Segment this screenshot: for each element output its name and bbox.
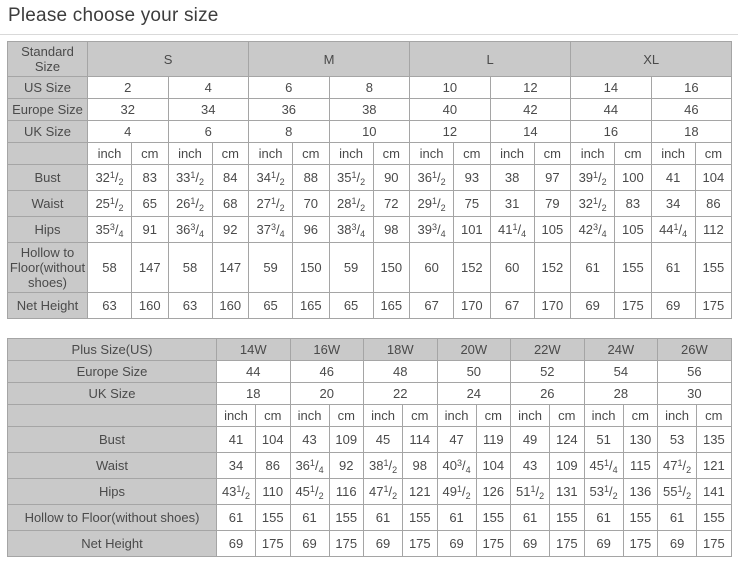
row-label-cell: Hips (8, 217, 88, 243)
size-value-cell: 44 (571, 99, 652, 121)
measure-value-cell: 86 (256, 453, 291, 479)
row-label-cell: Europe Size (8, 99, 88, 121)
measure-value-cell: 61 (571, 243, 615, 293)
measure-value-cell: 126 (476, 479, 511, 505)
measure-value-cell: 86 (695, 191, 732, 217)
measure-value-cell: 61 (364, 505, 403, 531)
size-value-cell: 14 (571, 77, 652, 99)
unit-cell: cm (256, 405, 291, 427)
size-value-cell: 6 (249, 77, 330, 99)
plus-size-table (7, 338, 732, 557)
unit-cell: cm (550, 405, 585, 427)
measure-value-cell: 53 (658, 427, 697, 453)
measure-value-cell: 43 (290, 427, 329, 453)
measure-value-cell: 58 (168, 243, 212, 293)
measure-value-cell: 155 (695, 243, 732, 293)
measure-value-cell: 175 (623, 531, 658, 557)
measure-value-cell: 141 (697, 479, 732, 505)
measure-value-cell: $45^1/_2$ (290, 479, 329, 505)
measure-value-cell: 61 (651, 243, 695, 293)
standard-size-table (7, 41, 732, 319)
measure-value-cell: 155 (615, 243, 652, 293)
measure-value-cell: 59 (329, 243, 373, 293)
size-value-cell: 10 (410, 77, 491, 99)
measure-value-cell: 84 (212, 165, 249, 191)
size-value-cell: 6 (168, 121, 249, 143)
measure-value-cell: 61 (437, 505, 476, 531)
measure-value-cell: 109 (550, 453, 585, 479)
measure-value-cell: 69 (571, 293, 615, 319)
row-label-cell: UK Size (8, 121, 88, 143)
size-row (8, 383, 732, 405)
page-title: Please choose your size (8, 5, 219, 26)
measure-value-cell: 41 (217, 427, 256, 453)
measure-value-cell: 124 (550, 427, 585, 453)
measure-value-cell: 165 (373, 293, 410, 319)
measure-value-cell: 69 (364, 531, 403, 557)
measure-value-cell: 121 (697, 453, 732, 479)
measure-value-cell: 88 (293, 165, 330, 191)
measure-value-cell: 67 (410, 293, 454, 319)
unit-cell: cm (476, 405, 511, 427)
unit-cell: inch (329, 143, 373, 165)
row-label-cell: UK Size (8, 383, 217, 405)
measure-value-cell: 59 (249, 243, 293, 293)
size-value-cell: 4 (168, 77, 249, 99)
measure-value-cell: 31 (490, 191, 534, 217)
measure-value-cell: 65 (329, 293, 373, 319)
measure-value-cell: $55^1/_2$ (658, 479, 697, 505)
measure-value-cell: 75 (454, 191, 491, 217)
measure-value-cell: 155 (256, 505, 291, 531)
row-label-cell: Waist (8, 453, 217, 479)
measure-value-cell: 97 (534, 165, 571, 191)
size-group-row (8, 42, 732, 77)
unit-cell: inch (168, 143, 212, 165)
measure-value-cell: 79 (534, 191, 571, 217)
measure-value-cell: 175 (476, 531, 511, 557)
measure-value-cell: 58 (88, 243, 132, 293)
size-value-cell: 18 (651, 121, 732, 143)
measure-value-cell: 51 (584, 427, 623, 453)
row-label-cell: Hips (8, 479, 217, 505)
unit-cell: cm (293, 143, 330, 165)
measure-value-cell: 114 (403, 427, 438, 453)
unit-cell: inch (217, 405, 256, 427)
measure-value-cell: 69 (217, 531, 256, 557)
measure-value-cell: 115 (623, 453, 658, 479)
size-value-cell: 48 (364, 361, 438, 383)
size-row (8, 361, 732, 383)
unit-cell: inch (490, 143, 534, 165)
size-group-cell: XL (571, 42, 732, 77)
measure-value-cell: 170 (454, 293, 491, 319)
unit-cell: cm (132, 143, 169, 165)
row-label-cell: Bust (8, 427, 217, 453)
unit-cell: inch (290, 405, 329, 427)
row-label-cell: Hollow to Floor(without shoes) (8, 243, 88, 293)
size-value-cell: 56 (658, 361, 732, 383)
measure-row (8, 293, 732, 319)
measure-value-cell: $45^1/_4$ (584, 453, 623, 479)
measure-value-cell: 175 (697, 531, 732, 557)
measure-row (8, 243, 732, 293)
unit-cell: cm (623, 405, 658, 427)
unit-cell: cm (212, 143, 249, 165)
measure-value-cell: 61 (217, 505, 256, 531)
unit-cell: cm (373, 143, 410, 165)
row-label-cell: Waist (8, 191, 88, 217)
size-group-cell: 20W (437, 339, 511, 361)
measure-value-cell: 109 (329, 427, 364, 453)
size-value-cell: 12 (490, 77, 571, 99)
measure-value-cell: 61 (658, 505, 697, 531)
size-chart-page (0, 5, 738, 557)
empty-label-cell (8, 143, 88, 165)
measure-value-cell: 105 (534, 217, 571, 243)
unit-cell: cm (534, 143, 571, 165)
row-label-cell: Hollow to Floor(without shoes) (8, 505, 217, 531)
row-label-cell: Plus Size(US) (8, 339, 217, 361)
size-group-cell: 16W (290, 339, 364, 361)
measure-value-cell: 155 (623, 505, 658, 531)
unit-cell: inch (364, 405, 403, 427)
measure-value-cell: 147 (212, 243, 249, 293)
size-value-cell: 20 (290, 383, 364, 405)
measure-value-cell: 63 (88, 293, 132, 319)
measure-value-cell: $28^1/_2$ (329, 191, 373, 217)
size-value-cell: 46 (651, 99, 732, 121)
measure-value-cell: 69 (290, 531, 329, 557)
size-value-cell: 34 (168, 99, 249, 121)
size-row (8, 77, 732, 99)
measure-value-cell: $25^1/_2$ (88, 191, 132, 217)
measure-value-cell: 155 (329, 505, 364, 531)
measure-value-cell: $33^1/_2$ (168, 165, 212, 191)
size-value-cell: 50 (437, 361, 511, 383)
measure-value-cell: $38^1/_2$ (364, 453, 403, 479)
measure-value-cell: 119 (476, 427, 511, 453)
measure-value-cell: 104 (256, 427, 291, 453)
measure-value-cell: 116 (329, 479, 364, 505)
size-group-cell: 14W (217, 339, 291, 361)
measure-value-cell: $44^1/_4$ (651, 217, 695, 243)
row-label-cell: Net Height (8, 293, 88, 319)
measure-value-cell: 65 (249, 293, 293, 319)
size-value-cell: 54 (584, 361, 658, 383)
measure-value-cell: 69 (651, 293, 695, 319)
measure-value-cell: $36^1/_2$ (410, 165, 454, 191)
size-group-cell: 26W (658, 339, 732, 361)
measure-value-cell: 69 (584, 531, 623, 557)
measure-value-cell: 175 (695, 293, 732, 319)
size-value-cell: 4 (88, 121, 169, 143)
measure-value-cell: 155 (476, 505, 511, 531)
measure-value-cell: 150 (293, 243, 330, 293)
size-value-cell: 8 (249, 121, 330, 143)
measure-row (8, 427, 732, 453)
measure-row (8, 505, 732, 531)
unit-cell: cm (403, 405, 438, 427)
size-value-cell: 36 (249, 99, 330, 121)
measure-value-cell: 61 (511, 505, 550, 531)
unit-cell: inch (437, 405, 476, 427)
unit-cell: inch (249, 143, 293, 165)
measure-value-cell: 38 (490, 165, 534, 191)
measure-value-cell: 152 (534, 243, 571, 293)
size-group-cell: 24W (584, 339, 658, 361)
measure-value-cell: 69 (658, 531, 697, 557)
measure-value-cell: 110 (256, 479, 291, 505)
size-value-cell: 26 (511, 383, 585, 405)
unit-cell: cm (329, 405, 364, 427)
measure-value-cell: 69 (437, 531, 476, 557)
measure-value-cell: 175 (256, 531, 291, 557)
size-value-cell: 44 (217, 361, 291, 383)
row-label-cell: Net Height (8, 531, 217, 557)
size-value-cell: 16 (651, 77, 732, 99)
measure-value-cell: $51^1/_2$ (511, 479, 550, 505)
unit-cell: inch (571, 143, 615, 165)
measure-value-cell: 112 (695, 217, 732, 243)
measure-value-cell: 96 (293, 217, 330, 243)
measure-value-cell: 61 (290, 505, 329, 531)
measure-value-cell: 60 (490, 243, 534, 293)
measure-value-cell: $26^1/_2$ (168, 191, 212, 217)
measure-value-cell: 104 (476, 453, 511, 479)
row-label-cell: Bust (8, 165, 88, 191)
size-group-row (8, 339, 732, 361)
size-group-cell: 18W (364, 339, 438, 361)
measure-value-cell: 41 (651, 165, 695, 191)
measure-value-cell: 68 (212, 191, 249, 217)
measure-value-cell: 83 (132, 165, 169, 191)
measure-value-cell: $42^3/_4$ (571, 217, 615, 243)
measure-value-cell: 155 (403, 505, 438, 531)
measure-value-cell: $41^1/_4$ (490, 217, 534, 243)
measure-value-cell: $43^1/_2$ (217, 479, 256, 505)
unit-header-row (8, 143, 732, 165)
measure-value-cell: 170 (534, 293, 571, 319)
measure-row (8, 453, 732, 479)
measure-value-cell: 60 (410, 243, 454, 293)
measure-value-cell: 160 (132, 293, 169, 319)
size-value-cell: 22 (364, 383, 438, 405)
measure-row (8, 531, 732, 557)
size-value-cell: 8 (329, 77, 410, 99)
measure-value-cell: $38^3/_4$ (329, 217, 373, 243)
measure-value-cell: 98 (373, 217, 410, 243)
measure-value-cell: 90 (373, 165, 410, 191)
measure-value-cell: 93 (454, 165, 491, 191)
row-label-cell: US Size (8, 77, 88, 99)
unit-cell: cm (697, 405, 732, 427)
measure-value-cell: 135 (697, 427, 732, 453)
unit-cell: inch (584, 405, 623, 427)
size-value-cell: 16 (571, 121, 652, 143)
size-value-cell: 24 (437, 383, 511, 405)
measure-value-cell: 121 (403, 479, 438, 505)
measure-value-cell: 43 (511, 453, 550, 479)
measure-value-cell: 92 (212, 217, 249, 243)
measure-value-cell: 34 (651, 191, 695, 217)
measure-value-cell: $35^1/_2$ (329, 165, 373, 191)
size-row (8, 99, 732, 121)
measure-value-cell: 49 (511, 427, 550, 453)
unit-cell: cm (454, 143, 491, 165)
unit-cell: cm (615, 143, 652, 165)
measure-value-cell: $37^3/_4$ (249, 217, 293, 243)
measure-value-cell: 92 (329, 453, 364, 479)
measure-value-cell: $27^1/_2$ (249, 191, 293, 217)
measure-value-cell: 65 (132, 191, 169, 217)
size-value-cell: 40 (410, 99, 491, 121)
size-value-cell: 38 (329, 99, 410, 121)
measure-value-cell: $40^3/_4$ (437, 453, 476, 479)
measure-value-cell: 72 (373, 191, 410, 217)
title-divider (0, 34, 738, 35)
measure-value-cell: 104 (695, 165, 732, 191)
unit-header-row (8, 405, 732, 427)
measure-value-cell: 91 (132, 217, 169, 243)
measure-value-cell: 69 (511, 531, 550, 557)
size-value-cell: 12 (410, 121, 491, 143)
row-label-cell: Europe Size (8, 361, 217, 383)
empty-label-cell (8, 405, 217, 427)
measure-value-cell: 165 (293, 293, 330, 319)
measure-value-cell: 47 (437, 427, 476, 453)
measure-value-cell: 147 (132, 243, 169, 293)
measure-row (8, 217, 732, 243)
measure-value-cell: $35^3/_4$ (88, 217, 132, 243)
size-value-cell: 42 (490, 99, 571, 121)
size-group-cell: L (410, 42, 571, 77)
measure-value-cell: 160 (212, 293, 249, 319)
size-group-cell: 22W (511, 339, 585, 361)
measure-row (8, 165, 732, 191)
unit-cell: cm (695, 143, 732, 165)
measure-value-cell: 175 (615, 293, 652, 319)
unit-cell: inch (88, 143, 132, 165)
measure-value-cell: 150 (373, 243, 410, 293)
measure-value-cell: 136 (623, 479, 658, 505)
size-row (8, 121, 732, 143)
size-value-cell: 32 (88, 99, 169, 121)
row-label-cell: Standard Size (8, 42, 88, 77)
measure-value-cell: 175 (550, 531, 585, 557)
size-value-cell: 2 (88, 77, 169, 99)
measure-value-cell: 131 (550, 479, 585, 505)
measure-value-cell: 34 (217, 453, 256, 479)
measure-value-cell: $39^3/_4$ (410, 217, 454, 243)
measure-value-cell: $36^1/_4$ (290, 453, 329, 479)
measure-value-cell: 101 (454, 217, 491, 243)
size-value-cell: 10 (329, 121, 410, 143)
measure-value-cell: 70 (293, 191, 330, 217)
unit-cell: inch (658, 405, 697, 427)
measure-value-cell: 63 (168, 293, 212, 319)
measure-value-cell: 175 (329, 531, 364, 557)
size-value-cell: 14 (490, 121, 571, 143)
measure-value-cell: 83 (615, 191, 652, 217)
measure-value-cell: $47^1/_2$ (658, 453, 697, 479)
measure-value-cell: $34^1/_2$ (249, 165, 293, 191)
unit-cell: inch (511, 405, 550, 427)
measure-value-cell: 155 (697, 505, 732, 531)
unit-cell: inch (410, 143, 454, 165)
size-value-cell: 18 (217, 383, 291, 405)
measure-value-cell: $32^1/_2$ (88, 165, 132, 191)
size-group-cell: S (88, 42, 249, 77)
measure-value-cell: $29^1/_2$ (410, 191, 454, 217)
measure-value-cell: $47^1/_2$ (364, 479, 403, 505)
measure-value-cell: $39^1/_2$ (571, 165, 615, 191)
measure-value-cell: 175 (403, 531, 438, 557)
measure-value-cell: 152 (454, 243, 491, 293)
measure-value-cell: 67 (490, 293, 534, 319)
measure-value-cell: 98 (403, 453, 438, 479)
measure-value-cell: $53^1/_2$ (584, 479, 623, 505)
size-value-cell: 46 (290, 361, 364, 383)
measure-value-cell: $49^1/_2$ (437, 479, 476, 505)
measure-value-cell: $32^1/_2$ (571, 191, 615, 217)
measure-value-cell: 45 (364, 427, 403, 453)
measure-value-cell: 105 (615, 217, 652, 243)
size-value-cell: 30 (658, 383, 732, 405)
size-value-cell: 28 (584, 383, 658, 405)
measure-row (8, 479, 732, 505)
measure-value-cell: $36^3/_4$ (168, 217, 212, 243)
measure-value-cell: 100 (615, 165, 652, 191)
unit-cell: inch (651, 143, 695, 165)
measure-value-cell: 61 (584, 505, 623, 531)
measure-row (8, 191, 732, 217)
measure-value-cell: 130 (623, 427, 658, 453)
size-value-cell: 52 (511, 361, 585, 383)
measure-value-cell: 155 (550, 505, 585, 531)
size-group-cell: M (249, 42, 410, 77)
